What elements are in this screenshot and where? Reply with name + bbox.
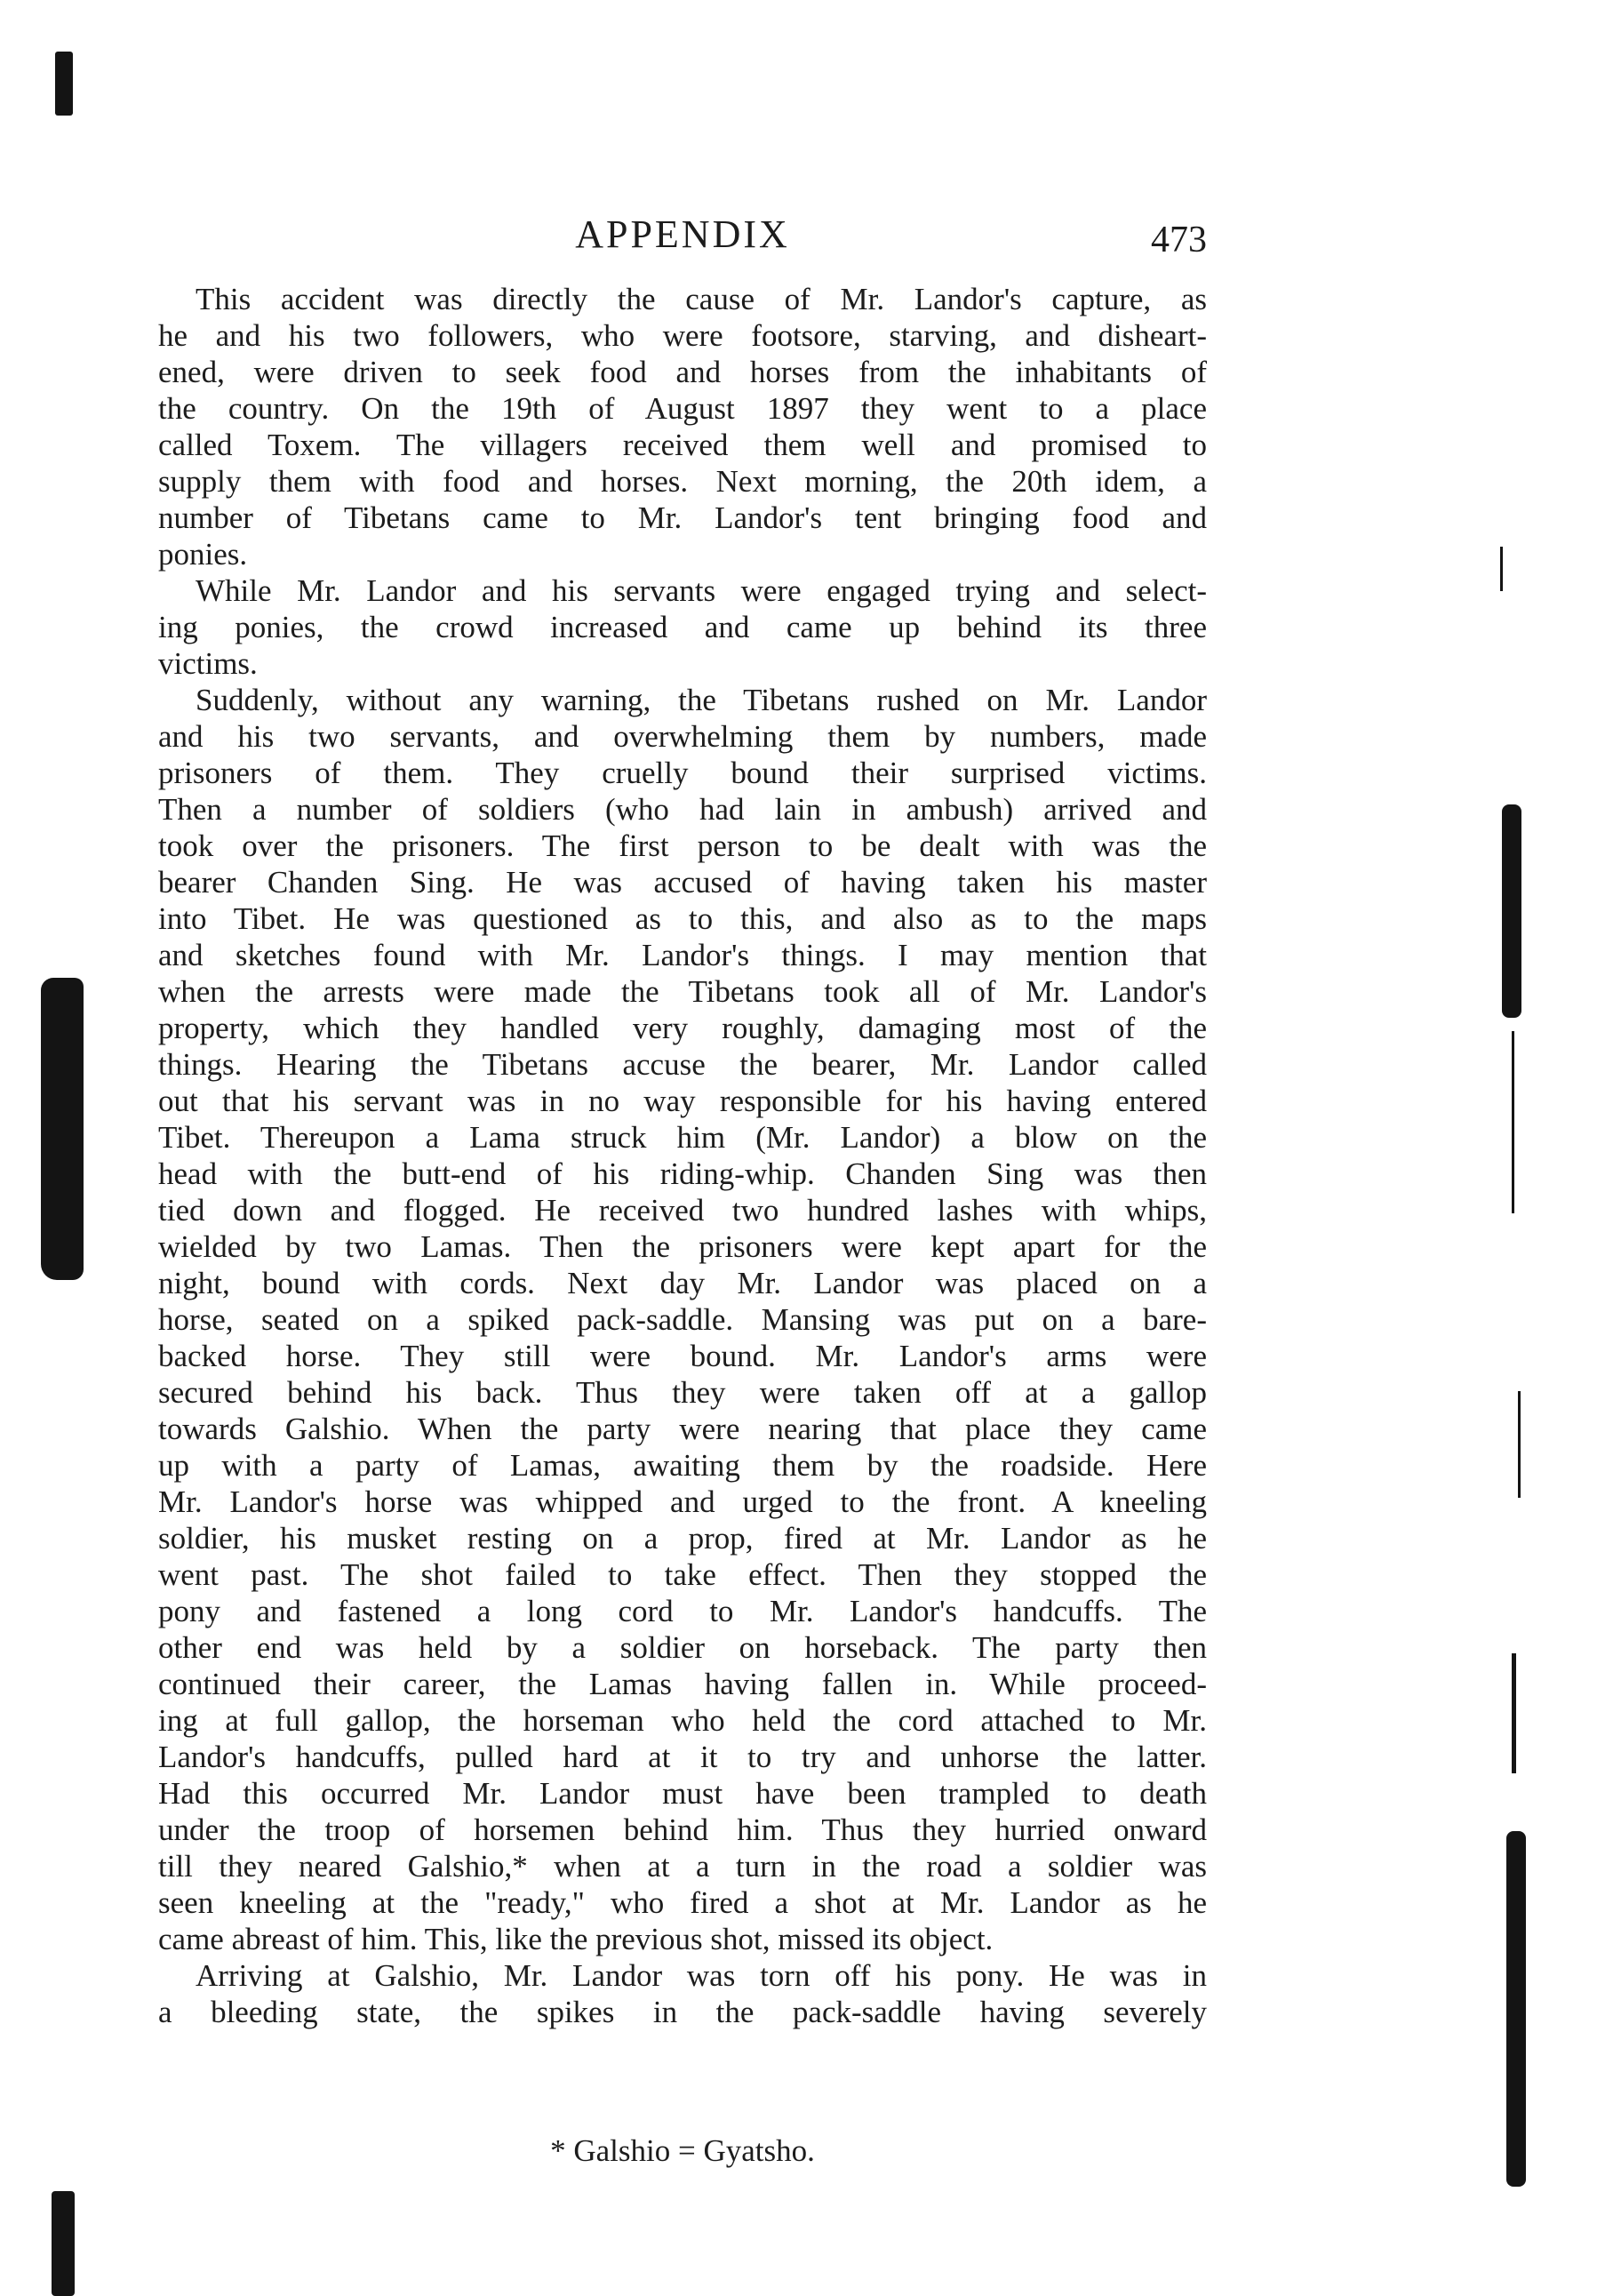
text-line: horse, seated on a spiked pack-saddle. Mansing was put on a bare-: [158, 1302, 1207, 1337]
text-line: This accident was directly the cause of Mr. Landor's capture, as: [196, 282, 1207, 316]
scan-mark-right-2: [1512, 1031, 1514, 1213]
text-line: Suddenly, without any warning, the Tibetans rushed on Mr. Landor: [196, 683, 1207, 717]
text-line: went past. The shot failed to take effect. Then they stopped the: [158, 1557, 1207, 1592]
page-number: 473: [1151, 220, 1207, 260]
text-line: Landor's handcuffs, pulled hard at it to try and unhorse the latter.: [158, 1740, 1207, 1774]
text-line: other end was held by a soldier on horseback. The party then: [158, 1630, 1207, 1665]
body-text: [158, 281, 1207, 2030]
text-line: continued their career, the Lamas having fallen in. While proceed-: [158, 1667, 1207, 1701]
text-line: up with a party of Lamas, awaiting them by the roadside. Here: [158, 1448, 1207, 1483]
scan-mark-right-6: [1500, 547, 1503, 591]
running-title: APPENDIX: [575, 212, 790, 256]
text-line: when the arrests were made the Tibetans took all of Mr. Landor's: [158, 974, 1207, 1009]
text-line: property, which they handled very roughly, damaging most of the: [158, 1011, 1207, 1045]
scan-mark-right-1: [1502, 804, 1521, 1018]
text-line: and his two servants, and overwhelming them by numbers, made: [158, 719, 1207, 754]
text-line: prisoners of them. They cruelly bound their surprised victims.: [158, 756, 1207, 790]
text-line: Then a number of soldiers (who had lain in ambush) arrived and: [158, 792, 1207, 827]
text-line: Mr. Landor's horse was whipped and urged to the front. A kneeling: [158, 1484, 1207, 1519]
text-line: till they neared Galshio,* when at a turn in the road a soldier was: [158, 1849, 1207, 1884]
scan-mark-right-3: [1518, 1391, 1521, 1498]
text-line: Tibet. Thereupon a Lama struck him (Mr. Landor) a blow on the: [158, 1120, 1207, 1155]
text-line: seen kneeling at the "ready," who fired a shot at Mr. Landor as he: [158, 1885, 1207, 1920]
text-line: ing ponies, the crowd increased and came up behind its three: [158, 610, 1207, 644]
text-line: things. Hearing the Tibetans accuse the bearer, Mr. Landor called: [158, 1047, 1207, 1082]
text-line: out that his servant was in no way responsible for his having entered: [158, 1084, 1207, 1118]
text-line: victims.: [158, 646, 258, 681]
text-line: called Toxem. The villagers received them well and promised to: [158, 428, 1207, 462]
footnote: * Galshio = Gyatsho.: [550, 2133, 815, 2168]
text-line: he and his two followers, who were footsore, starving, and disheart-: [158, 318, 1207, 353]
text-line: bearer Chanden Sing. He was accused of having taken his master: [158, 865, 1207, 900]
scan-mark-top-left: [55, 52, 73, 116]
text-line: supply them with food and horses. Next morning, the 20th idem, a: [158, 464, 1207, 499]
text-line: into Tibet. He was questioned as to this, and also as to the maps: [158, 901, 1207, 936]
text-line: night, bound with cords. Next day Mr. Landor was placed on a: [158, 1266, 1207, 1300]
text-line: and sketches found with Mr. Landor's things. I may mention that: [158, 938, 1207, 972]
text-line: number of Tibetans came to Mr. Landor's tent bringing food and: [158, 500, 1207, 535]
text-line: took over the prisoners. The first person to be dealt with was the: [158, 828, 1207, 863]
text-line: ened, were driven to seek food and horses from the inhabitants of: [158, 355, 1207, 389]
text-line: ing at full gallop, the horseman who held the cord attached to Mr.: [158, 1703, 1207, 1738]
text-line: wielded by two Lamas. Then the prisoners were kept apart for the: [158, 1229, 1207, 1264]
scan-mark-left-edge: [41, 978, 84, 1280]
text-line: While Mr. Landor and his servants were engaged trying and select-: [196, 573, 1207, 608]
text-line: tied down and flogged. He received two hundred lashes with whips,: [158, 1193, 1207, 1228]
text-line: backed horse. They still were bound. Mr. Landor's arms were: [158, 1339, 1207, 1373]
text-line: Arriving at Galshio, Mr. Landor was torn off his pony. He was in: [196, 1958, 1207, 1993]
scan-mark-bottom-left: [52, 2191, 75, 2296]
text-line: head with the butt-end of his riding-whip. Chanden Sing was then: [158, 1156, 1207, 1191]
text-line: came abreast of him. This, like the previous shot, missed its object.: [158, 1922, 994, 1956]
scan-mark-right-4: [1512, 1653, 1516, 1773]
text-line: under the troop of horsemen behind him. Thus they hurried onward: [158, 1812, 1207, 1847]
text-line: ponies.: [158, 537, 248, 572]
text-line: towards Galshio. When the party were nearing that place they came: [158, 1412, 1207, 1446]
page-header: [158, 212, 1207, 265]
text-line: Had this occurred Mr. Landor must have been trampled to death: [158, 1776, 1207, 1811]
text-line: the country. On the 19th of August 1897 they went to a place: [158, 391, 1207, 426]
scan-mark-right-5: [1506, 1831, 1526, 2187]
text-line: a bleeding state, the spikes in the pack-saddle having severely: [158, 1995, 1207, 2029]
text-line: secured behind his back. Thus they were taken off at a gallop: [158, 1375, 1207, 1410]
text-line: soldier, his musket resting on a prop, fired at Mr. Landor as he: [158, 1521, 1207, 1556]
text-line: pony and fastened a long cord to Mr. Landor's handcuffs. The: [158, 1594, 1207, 1628]
